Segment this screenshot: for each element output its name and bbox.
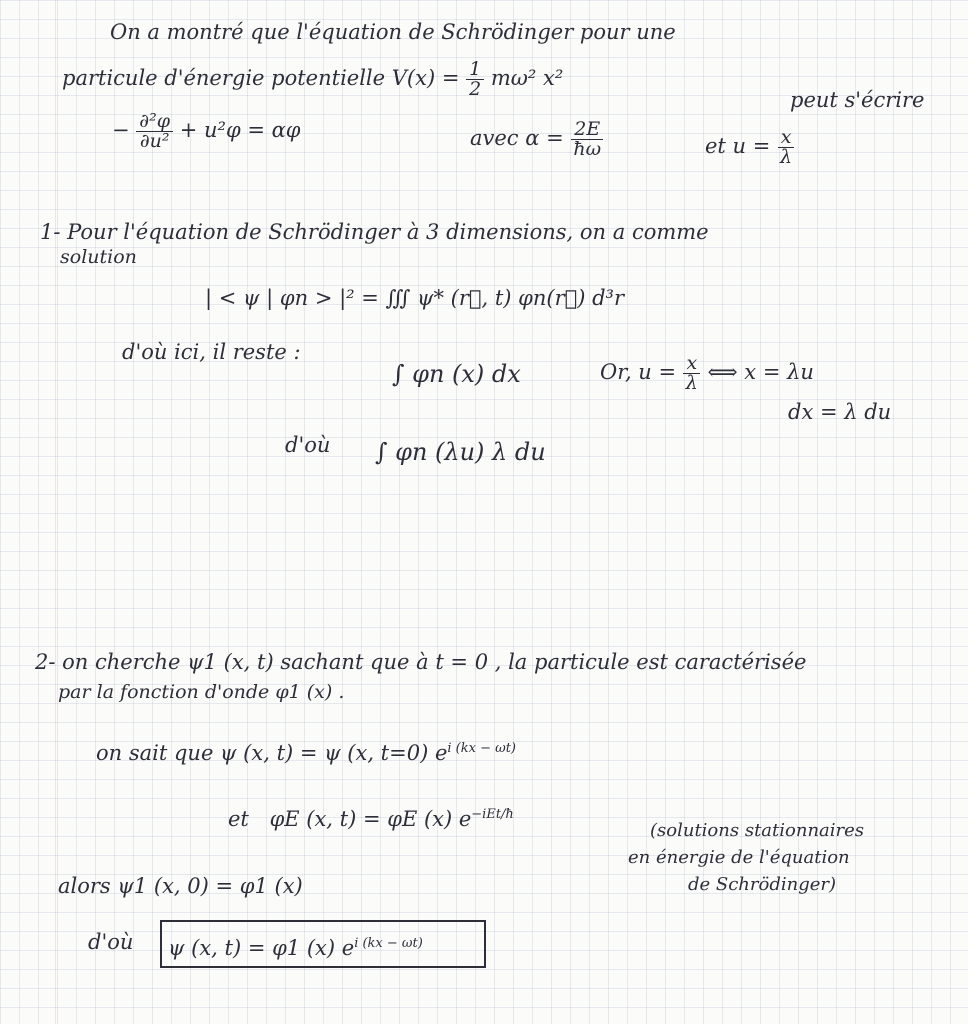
final-answer-box — [160, 920, 486, 968]
doi-label-1: d'où — [285, 433, 331, 457]
potential-tail: mω² x² — [490, 66, 564, 90]
u-numerator: x — [778, 128, 795, 148]
et-label: et — [228, 807, 249, 831]
dx-relation: dx = λ du — [788, 400, 892, 424]
eq-derivative — [136, 112, 173, 151]
wave-relation — [96, 742, 516, 764]
final-integral: ∫ φn (λu) λ du — [375, 438, 546, 466]
note-line-2: en énergie de l'équation — [628, 847, 850, 868]
note-line-1: (solutions stationnaires — [650, 820, 865, 841]
potential-denominator: 2 — [469, 78, 482, 100]
alpha-fraction — [570, 120, 604, 159]
intro-line-1: On a montré que l'équation de Schrödinger pour une — [110, 20, 676, 44]
alpha-denominator: ħω — [573, 138, 602, 160]
substitution-label: Or, u = — [600, 360, 677, 384]
eq-derivative-num: ∂²φ — [136, 112, 173, 132]
eq-derivative-den: ∂u² — [139, 130, 170, 152]
potential-numerator: 1 — [466, 60, 484, 80]
margin-line — [55, 0, 56, 1024]
u-denominator: λ — [780, 146, 793, 168]
substitution-denominator: λ — [685, 372, 698, 394]
intro-line-2 — [62, 60, 563, 99]
u-label: et u = — [705, 134, 771, 158]
rest-label: d'où ici, il reste : — [122, 340, 301, 364]
wave-relation-text: on sait que ψ (x, t) = ψ (x, t=0) e — [96, 741, 448, 765]
alpha-numerator: 2E — [571, 120, 603, 140]
eq-minus: − — [112, 118, 130, 142]
substitution — [600, 354, 814, 393]
intro-line-2-text: particule d'énergie potentielle V(x) = — [62, 66, 460, 90]
alpha-definition — [470, 120, 604, 159]
stationary-exponent: −iEt/ħ — [471, 807, 514, 822]
alpha-label: avec α = — [470, 126, 564, 150]
part1-heading: 1- Pour l'équation de Schrödinger à 3 dimensions, on a comme — [40, 220, 709, 244]
intro-line-2b: peut s'écrire — [790, 88, 925, 112]
initial-condition: alors ψ1 (x, 0) = φ1 (x) — [58, 874, 303, 898]
substitution-result: ⟺ x = λu — [707, 360, 814, 384]
wave-relation-exponent: i (kx − ωt) — [447, 741, 516, 756]
doi-label-2: d'où — [88, 930, 134, 954]
stationary-relation — [228, 808, 514, 830]
part2-heading: 2- on cherche ψ1 (x, t) sachant que à t = 0 , la particule est caractérisée — [35, 650, 807, 674]
reduced-equation — [112, 112, 300, 151]
potential-fraction — [466, 60, 484, 99]
rest-formula: ∫ φn (x) dx — [392, 360, 521, 388]
projection-formula: | < ψ | φn > |² = ∭ ψ* (r⃗, t) φn(r⃗) d³r — [205, 286, 624, 310]
substitution-fraction — [683, 354, 701, 393]
part1-heading-cont: solution — [60, 246, 137, 268]
eq-rest: + u²φ = αφ — [179, 118, 301, 142]
part2-heading-cont: par la fonction d'onde φ1 (x) . — [58, 681, 345, 703]
stationary-text: φE (x, t) = φE (x) e — [269, 807, 472, 831]
u-fraction — [777, 128, 795, 167]
final-answer-text: ψ (x, t) = φ1 (x) e — [168, 936, 355, 960]
final-answer-exponent: i (kx − ωt) — [354, 936, 423, 951]
substitution-numerator: x — [683, 354, 700, 374]
note-line-3: de Schrödinger) — [688, 874, 837, 895]
u-definition — [705, 128, 795, 167]
